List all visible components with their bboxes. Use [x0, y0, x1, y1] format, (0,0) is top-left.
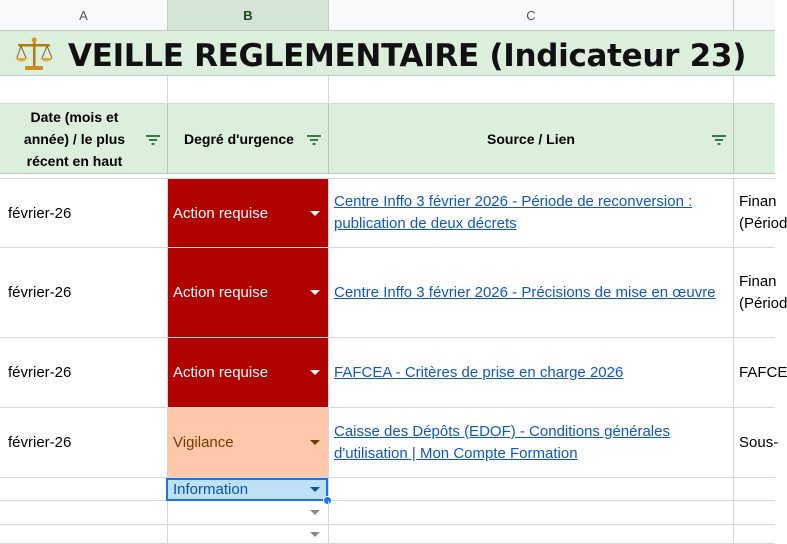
- source-link-cell[interactable]: [329, 179, 734, 248]
- urgency-dropdown[interactable]: [168, 408, 329, 478]
- header-source: [329, 104, 734, 174]
- urgency-value: Vigilance: [173, 434, 234, 451]
- date-cell[interactable]: [0, 478, 168, 501]
- header-urgency: [168, 104, 329, 174]
- description-text: FAFCE: [739, 363, 787, 381]
- chevron-down-icon[interactable]: [310, 532, 320, 537]
- active-cell-selection: [166, 478, 328, 501]
- source-link-cell[interactable]: [329, 248, 734, 338]
- chevron-down-icon[interactable]: [310, 440, 320, 445]
- description-cell[interactable]: [734, 179, 787, 248]
- description-text: Sous-: [739, 433, 779, 451]
- date-value: février-26: [8, 284, 72, 301]
- column-header-c[interactable]: [329, 0, 734, 31]
- header-description: [734, 104, 775, 174]
- column-letter: B: [243, 7, 253, 23]
- source-link-cell[interactable]: [329, 478, 734, 501]
- urgency-value: Information: [173, 480, 249, 498]
- source-link[interactable]: Caisse des Dépôts (EDOF) - Conditions générales d'utilisation | Mon Compte Formation: [334, 422, 670, 462]
- date-cell[interactable]: [0, 248, 168, 338]
- filter-icon[interactable]: [145, 134, 161, 146]
- filter-icon[interactable]: [711, 134, 727, 146]
- source-link[interactable]: Centre Inffo 3 février 2026 - Période de reconversion : publication de deux décrets: [334, 193, 693, 232]
- sheet-title: VEILLE REGLEMENTAIRE (Indicateur 23): [68, 38, 747, 74]
- urgency-value: Action requise: [173, 204, 269, 222]
- chevron-down-icon[interactable]: [310, 370, 320, 375]
- column-letter: C: [526, 7, 536, 23]
- source-link-cell[interactable]: [329, 338, 734, 408]
- date-value: février-26: [8, 434, 72, 451]
- header-date-label: Date (mois et année) / le plus récent en haut: [23, 108, 126, 169]
- blank-cell[interactable]: [168, 76, 329, 104]
- blank-cell[interactable]: [0, 76, 168, 104]
- column-letter: A: [79, 7, 88, 23]
- balance-scale-icon: [14, 36, 54, 74]
- description-text: (Périod: [739, 294, 787, 312]
- blank-cell[interactable]: [329, 501, 734, 525]
- blank-cell[interactable]: [0, 501, 168, 525]
- column-header-a[interactable]: [0, 0, 168, 31]
- description-cell[interactable]: [734, 408, 779, 478]
- description-text: Finan: [739, 272, 777, 290]
- header-urgency-label: Degré d'urgence: [184, 130, 294, 147]
- urgency-dropdown[interactable]: [168, 179, 329, 248]
- filter-icon[interactable]: [306, 134, 322, 146]
- source-link[interactable]: FAFCEA - Critères de prise en charge 2026: [334, 363, 624, 381]
- description-cell[interactable]: [734, 248, 787, 338]
- blank-cell[interactable]: [329, 525, 734, 544]
- header-date: [0, 104, 168, 174]
- chevron-down-icon[interactable]: [310, 211, 320, 216]
- urgency-value: Action requise: [173, 284, 269, 301]
- source-link-cell[interactable]: [329, 408, 734, 478]
- urgency-value: Action requise: [173, 364, 269, 381]
- column-header-b[interactable]: [168, 0, 329, 31]
- date-cell[interactable]: [0, 338, 168, 408]
- blank-cell[interactable]: [734, 501, 775, 525]
- header-source-label: Source / Lien: [487, 130, 575, 147]
- description-cell[interactable]: [734, 338, 787, 408]
- blank-cell[interactable]: [734, 76, 775, 104]
- date-value: février-26: [8, 364, 72, 381]
- description-text: (Périod: [739, 215, 787, 232]
- date-cell[interactable]: [0, 408, 168, 478]
- urgency-dropdown[interactable]: [168, 248, 329, 338]
- urgency-dropdown[interactable]: [168, 525, 329, 544]
- source-link[interactable]: Centre Inffo 3 février 2026 - Précisions de mise en œuvre: [334, 283, 716, 301]
- description-cell[interactable]: [734, 478, 775, 501]
- urgency-dropdown[interactable]: [168, 501, 329, 525]
- urgency-dropdown[interactable]: [168, 338, 329, 408]
- blank-cell[interactable]: [329, 76, 734, 104]
- date-value: février-26: [8, 204, 72, 222]
- description-text: Finan: [739, 193, 777, 210]
- blank-cell[interactable]: [734, 525, 775, 544]
- chevron-down-icon[interactable]: [310, 290, 320, 295]
- blank-cell[interactable]: [0, 525, 168, 544]
- date-cell[interactable]: [0, 179, 168, 248]
- chevron-down-icon[interactable]: [310, 510, 320, 515]
- column-header-d[interactable]: [734, 0, 775, 31]
